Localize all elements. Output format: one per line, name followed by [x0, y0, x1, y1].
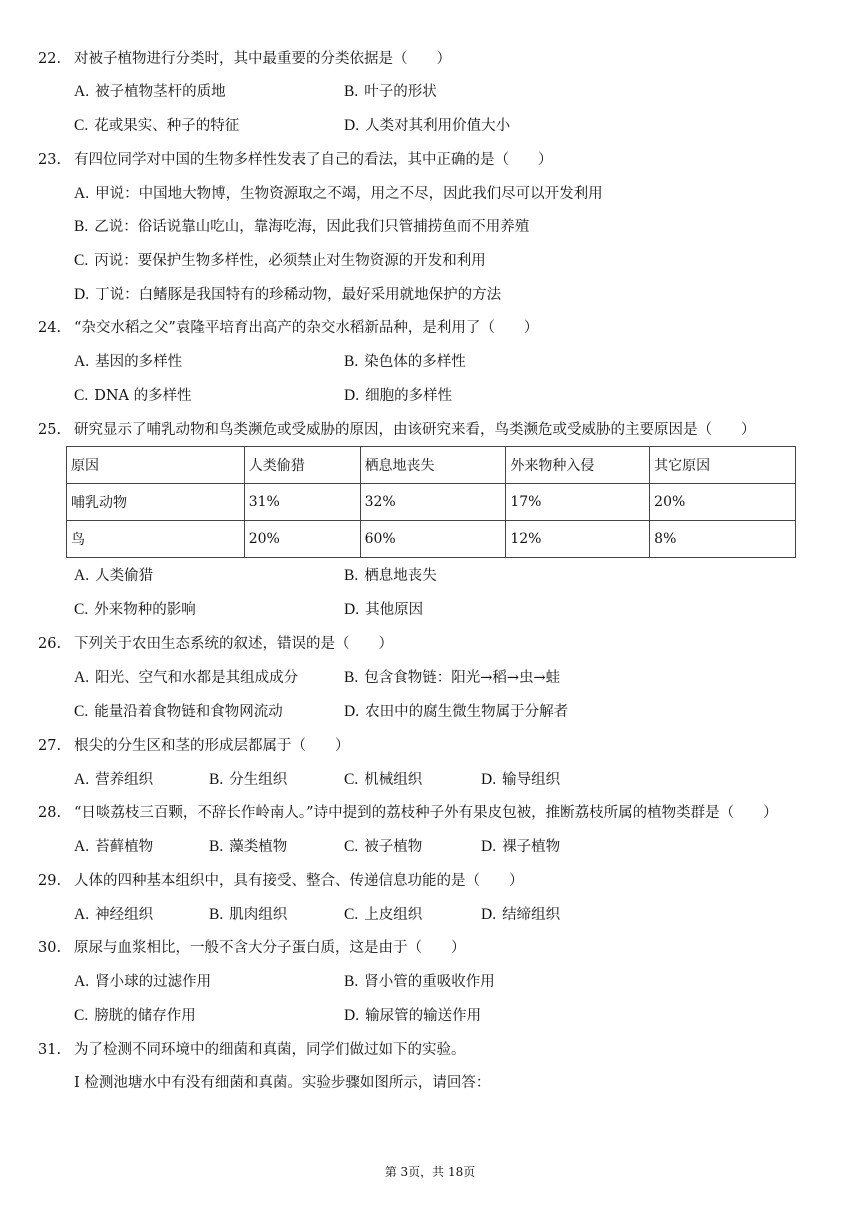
- table-cell: 20%: [244, 521, 360, 558]
- table-cell: 其它原因: [650, 447, 796, 484]
- option: A. 肾小球的过滤作用: [74, 973, 212, 990]
- option: D. 人类对其利用价值大小: [344, 117, 511, 134]
- question-text: 对被子植物进行分类时，其中最重要的分类依据是（ ）: [74, 51, 451, 67]
- question-text: 有四位同学对中国的生物多样性发表了自己的看法，其中正确的是（ ）: [74, 152, 553, 168]
- option: C. 花或果实、种子的特征: [74, 117, 240, 134]
- question-number: 23.: [38, 152, 62, 168]
- option: D. 裸子植物: [481, 838, 561, 855]
- option: D. 其他原因: [344, 601, 424, 618]
- option: B. 肾小管的重吸收作用: [344, 973, 495, 990]
- question-number: 24.: [38, 320, 62, 336]
- table-cell: 栖息地丧失: [360, 447, 506, 484]
- question-sub-text: I 检测池塘水中有没有细菌和真菌。实验步骤如图所示，请回答：: [74, 1075, 491, 1091]
- question-text: 研究显示了哺乳动物和鸟类濒危或受威胁的原因，由该研究来看，鸟类濒危或受威胁的主要原因是（ ）: [74, 422, 756, 438]
- option: B. 叶子的形状: [344, 83, 437, 100]
- option: A. 基因的多样性: [74, 353, 183, 370]
- option: A. 甲说：中国地大物博，生物资源取之不竭，用之不尽，因此我们尽可以开发利用: [74, 185, 603, 202]
- table-header-row: [67, 447, 796, 484]
- option: C. 能量沿着食物链和食物网流动: [74, 703, 283, 720]
- option: A. 营养组织: [74, 771, 154, 788]
- question-number: 29.: [38, 873, 62, 889]
- question-text: 下列关于农田生态系统的叙述，错误的是（ ）: [74, 636, 393, 652]
- option: C. 丙说：要保护生物多样性，必须禁止对生物资源的开发和利用: [74, 252, 486, 269]
- question-text: “日啖荔枝三百颗，不辞长作岭南人。”诗中提到的荔枝种子外有果皮包被，推断荔枝所属的植物类群是（ ）: [74, 805, 778, 821]
- table-cell: 31%: [244, 484, 360, 521]
- table-cell: 鸟: [67, 521, 245, 558]
- option: D. 丁说：白鳍豚是我国特有的珍稀动物，最好采用就地保护的方法: [74, 286, 502, 303]
- question-number: 22.: [38, 51, 62, 67]
- question-number: 25.: [38, 422, 62, 438]
- option: B. 栖息地丧失: [344, 567, 437, 584]
- option: D. 输导组织: [481, 771, 561, 788]
- threat-causes-table: [66, 446, 796, 558]
- table-cell: 12%: [506, 521, 650, 558]
- option: A. 人类偷猎: [74, 567, 154, 584]
- table-cell: 60%: [360, 521, 506, 558]
- question-text: 原尿与血浆相比，一般不含大分子蛋白质，这是由于（ ）: [74, 940, 466, 956]
- question-text: 为了检测不同环境中的细菌和真菌，同学们做过如下的实验。: [74, 1042, 466, 1058]
- option: B. 乙说：俗话说靠山吃山，靠海吃海，因此我们只管捕捞鱼而不用养殖: [74, 218, 530, 235]
- option: A. 阳光、空气和水都是其组成成分: [74, 669, 299, 686]
- question-number: 28.: [38, 805, 62, 821]
- option: A. 被子植物茎杆的质地: [74, 83, 226, 100]
- option: B. 包含食物链：阳光→稻→虫→蛙: [344, 669, 561, 686]
- question-number: 30.: [38, 940, 62, 956]
- question-text: 根尖的分生区和茎的形成层都属于（ ）: [74, 738, 350, 754]
- option: A. 神经组织: [74, 906, 154, 923]
- table-cell: 8%: [650, 521, 796, 558]
- option: A. 苔藓植物: [74, 838, 154, 855]
- page-footer: 第 3页，共 18页: [384, 1165, 476, 1179]
- table-cell: 人类偷猎: [244, 447, 360, 484]
- table-cell: 哺乳动物: [67, 484, 245, 521]
- option: B. 肌肉组织: [209, 906, 288, 923]
- option: B. 藻类植物: [209, 838, 288, 855]
- question-text: “杂交水稻之父”袁隆平培育出高产的杂交水稻新品种，是利用了（ ）: [74, 320, 539, 336]
- option: C. 上皮组织: [344, 906, 423, 923]
- table-row: [67, 521, 796, 558]
- question-number: 31.: [38, 1042, 62, 1058]
- table-cell: 外来物种入侵: [506, 447, 650, 484]
- table-cell: 原因: [67, 447, 245, 484]
- option: C. DNA 的多样性: [74, 387, 192, 404]
- option: B. 分生组织: [209, 771, 288, 788]
- option: C. 被子植物: [344, 838, 423, 855]
- question-number: 27.: [38, 738, 62, 754]
- option: C. 外来物种的影响: [74, 601, 196, 618]
- option: D. 农田中的腐生微生物属于分解者: [344, 703, 569, 720]
- option: D. 结缔组织: [481, 906, 561, 923]
- option: D. 输尿管的输送作用: [344, 1007, 482, 1024]
- option: C. 机械组织: [344, 771, 423, 788]
- option: B. 染色体的多样性: [344, 353, 466, 370]
- question-number: 26.: [38, 636, 62, 652]
- table-cell: 20%: [650, 484, 796, 521]
- question-text: 人体的四种基本组织中，具有接受、整合、传递信息功能的是（ ）: [74, 873, 524, 889]
- option: D. 细胞的多样性: [344, 387, 453, 404]
- option: C. 膀胱的储存作用: [74, 1007, 196, 1024]
- table-row: [67, 484, 796, 521]
- table-cell: 32%: [360, 484, 506, 521]
- table-cell: 17%: [506, 484, 650, 521]
